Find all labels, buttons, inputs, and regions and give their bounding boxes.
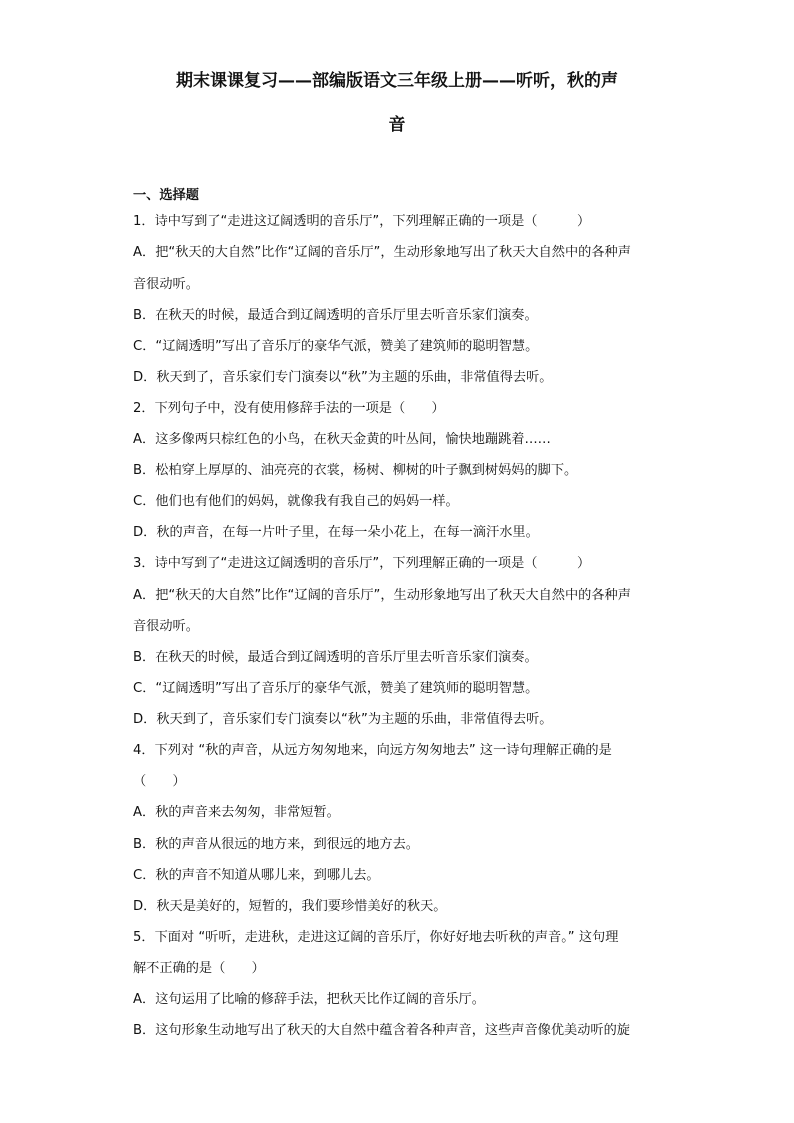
text-line: A．这句运用了比喻的修辞手法，把秋天比作辽阔的音乐厅。 bbox=[133, 992, 485, 1007]
text-line: B．在秋天的时候，最适合到辽阔透明的音乐厅里去听音乐家们演奏。 bbox=[133, 650, 538, 665]
document-title-line-1: 期末课课复习——部编版语文三年级上册——听听，秋的声 bbox=[176, 71, 618, 91]
text-line: （ ） bbox=[133, 774, 186, 789]
text-line: A．这多像两只棕红色的小鸟，在秋天金黄的叶丛间，愉快地蹦跳着…… bbox=[133, 432, 551, 447]
text-line: A．秋的声音来去匆匆，非常短暂。 bbox=[133, 805, 340, 820]
section-heading: 一、选择题 bbox=[133, 188, 199, 203]
text-line: B．松柏穿上厚厚的、油亮亮的衣裳，杨树、柳树的叶子飘到树妈妈的脚下。 bbox=[133, 463, 578, 478]
text-line: 音很动听。 bbox=[133, 619, 199, 634]
text-line: D．秋的声音，在每一片叶子里，在每一朵小花上，在每一滴汗水里。 bbox=[133, 525, 539, 540]
text-line: B．这句形象生动地写出了秋天的大自然中蕴含着各种声音，这些声音像优美动听的旋 bbox=[133, 1023, 630, 1038]
text-line: D．秋天到了，音乐家们专门演奏以“秋”为主题的乐曲，非常值得去听。 bbox=[133, 370, 553, 385]
text-line: C．“辽阔透明”写出了音乐厅的豪华气派，赞美了建筑师的聪明智慧。 bbox=[133, 681, 539, 696]
text-line: 5．下面对 “听听，走进秋，走进这辽阔的音乐厅，你好好地去听秋的声音。” 这句理 bbox=[133, 930, 619, 945]
text-line: D．秋天是美好的，短暂的，我们要珍惜美好的秋天。 bbox=[133, 899, 447, 914]
text-line: C．“辽阔透明”写出了音乐厅的豪华气派，赞美了建筑师的聪明智慧。 bbox=[133, 339, 539, 354]
document-title-line-2: 音 bbox=[388, 115, 406, 135]
text-line: 1．诗中写到了“走进这辽阔透明的音乐厅”，下列理解正确的一项是（ ） bbox=[133, 214, 591, 229]
text-line: B．在秋天的时候，最适合到辽阔透明的音乐厅里去听音乐家们演奏。 bbox=[133, 308, 538, 323]
text-line: 4．下列对 “秋的声音，从远方匆匆地来，向远方匆匆地去” 这一诗句理解正确的是 bbox=[133, 743, 612, 758]
text-line: B．秋的声音从很远的地方来，到很远的地方去。 bbox=[133, 837, 419, 852]
text-line: C．秋的声音不知道从哪儿来，到哪儿去。 bbox=[133, 868, 380, 883]
text-line: D．秋天到了，音乐家们专门演奏以“秋”为主题的乐曲，非常值得去听。 bbox=[133, 712, 553, 727]
text-line: 解不正确的是（ ） bbox=[133, 961, 265, 976]
text-line: 音很动听。 bbox=[133, 277, 199, 292]
text-line: A．把“秋天的大自然”比作“辽阔的音乐厅”，生动形象地写出了秋天大自然中的各种声 bbox=[133, 245, 631, 260]
text-line: C．他们也有他们的妈妈，就像我有我自己的妈妈一样。 bbox=[133, 494, 459, 509]
text-line: 2．下列句子中，没有使用修辞手法的一项是（ ） bbox=[133, 401, 445, 416]
text-line: 3．诗中写到了“走进这辽阔透明的音乐厅”，下列理解正确的一项是（ ） bbox=[133, 556, 591, 571]
text-line: A．把“秋天的大自然”比作“辽阔的音乐厅”，生动形象地写出了秋天大自然中的各种声 bbox=[133, 588, 631, 603]
